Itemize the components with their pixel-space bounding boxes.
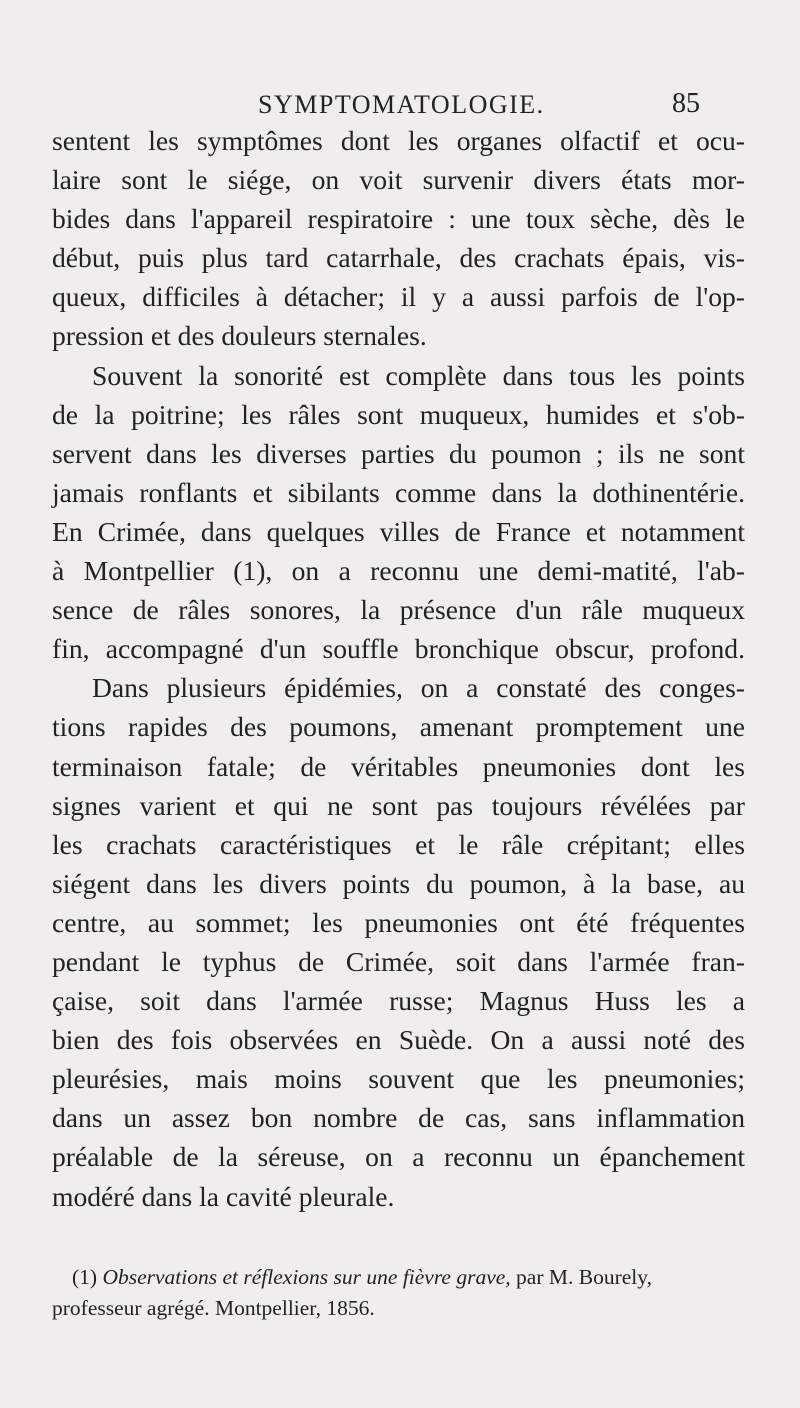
text-line: dans un assez bon nombre de cas, sans inflammation <box>52 1102 745 1134</box>
text-line: centre, au sommet; les pneumonies ont été fréquentes <box>52 906 745 938</box>
text-line: sentent les symptômes dont les organes olfactif et ocu- <box>52 125 745 156</box>
body-text <box>52 121 745 1216</box>
footnote-line: professeur agrégé. Montpellier, 1856. <box>52 1296 375 1320</box>
running-title: SYMPTOMATOLOGIE. <box>258 90 545 119</box>
text-line: Souvent la sonorité est complète dans tous les points <box>92 359 745 391</box>
text-line: sence de râles sonores, la présence d'un râle muqueux <box>52 594 745 626</box>
text-line: pleurésies, mais moins souvent que les pneumonies; <box>52 1063 745 1095</box>
text-line: à Montpellier (1), on a reconnu une demi-matité, l'ab- <box>52 555 745 587</box>
footnote-line <box>52 1262 745 1293</box>
text-line: pression et des douleurs sternales. <box>52 320 427 352</box>
text-line: préalable de la séreuse, on a reconnu un épanchement <box>52 1141 745 1173</box>
text-line: tions rapides des poumons, amenant promptement une <box>52 711 745 743</box>
text-line: En Crimée, dans quelques villes de France et notamment <box>52 515 745 547</box>
footnote-marker: (1) <box>72 1265 98 1289</box>
text-line: terminaison fatale; de véritables pneumonies dont les <box>52 750 745 782</box>
text-line: pendant le typhus de Crimée, soit dans l'armée fran- <box>52 945 745 977</box>
text-line: fin, accompagné d'un souffle bronchique obscur, profond. <box>52 633 745 665</box>
footnote-title: Observations et réflexions sur une fièvre grave, <box>102 1265 511 1289</box>
page-number: 85 <box>672 88 700 119</box>
text-line: servent dans les diverses parties du poumon ; ils ne sont <box>52 437 745 469</box>
footnote-author: par M. Bourely, <box>516 1265 652 1289</box>
text-line: çaise, soit dans l'armée russe; Magnus Huss les a <box>52 985 745 1017</box>
text-line: bides dans l'appareil respiratoire : une toux sèche, dès le <box>52 203 745 235</box>
text-line: siégent dans les divers points du poumon, à la base, au <box>52 867 745 899</box>
text-line: laire sont le siége, on voit survenir divers états mor- <box>52 164 745 196</box>
text-line: début, puis plus tard catarrhale, des crachats épais, vis- <box>52 242 745 274</box>
text-line: modéré dans la cavité pleurale. <box>52 1180 395 1212</box>
text-line: Dans plusieurs épidémies, on a constaté des conges- <box>92 672 745 704</box>
text-line: bien des fois observées en Suède. On a aussi noté des <box>52 1024 745 1056</box>
text-line: les crachats caractéristiques et le râle crépitant; elles <box>52 828 745 860</box>
page-header <box>0 84 800 124</box>
text-line: queux, difficiles à détacher; il y a aussi parfois de l'op- <box>52 281 745 313</box>
footnote <box>52 1262 745 1324</box>
text-line: de la poitrine; les râles sont muqueux, humides et s'ob- <box>52 398 745 430</box>
text-line: jamais ronflants et sibilants comme dans la dothinentérie. <box>52 476 745 508</box>
text-line: signes varient et qui ne sont pas toujours révélées par <box>52 789 745 821</box>
